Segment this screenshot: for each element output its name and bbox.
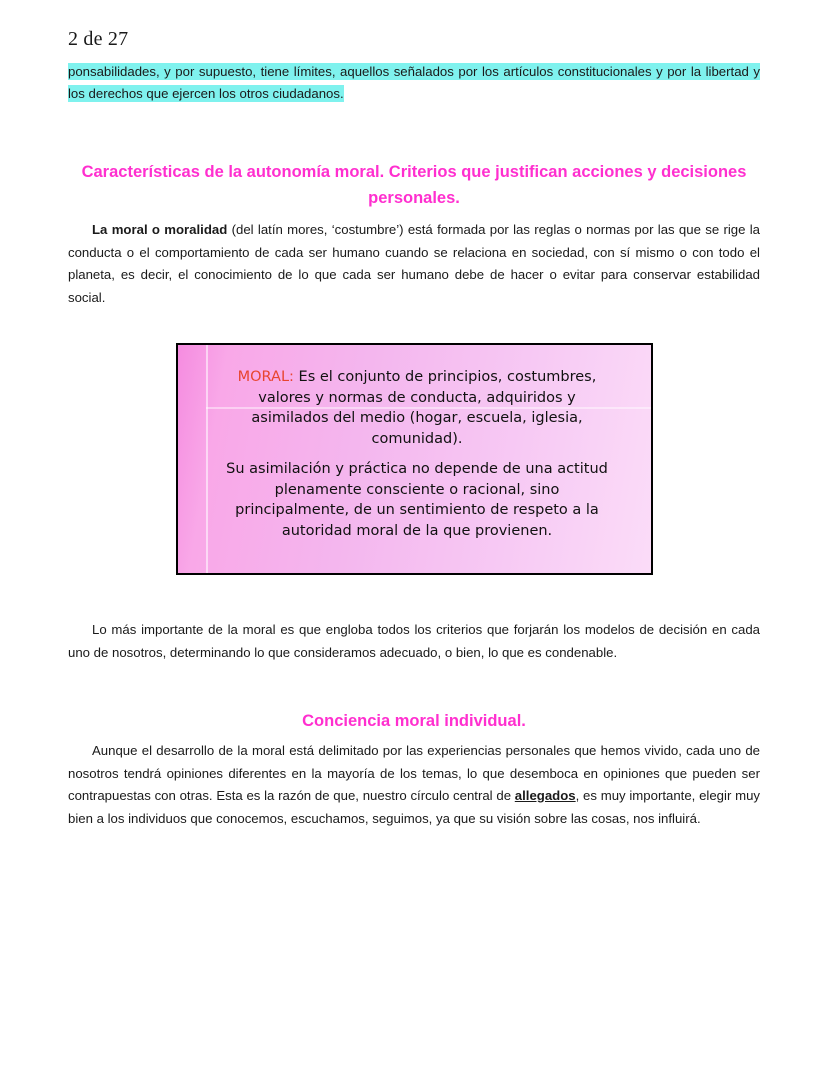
figure-text (178, 345, 651, 541)
paragraph-part-1: Aunque el desarrollo de la moral está delimitado por las experiencias personales que hemos vivido, cada uno de nosotros tendrá opiniones diferentes en la mayoría de los temas, lo que desemboca en opiniones que pueden ser contrapuestas con otras. Esta es la razón de que, nuestro círculo central de (68, 743, 760, 803)
paragraph-conciencia-moral (68, 740, 760, 830)
paragraph-part-2: , es muy importante, elegir muy bien a los individuos que conocemos, escuchamos, seguimos, ya que su visión sobre las cosas, nos influirá. (68, 788, 760, 826)
paragraph-moral-importance: Lo más importante de la moral es que engloba todos los criterios que forjarán los modelos de decisión en cada uno de nosotros, determinando lo que consideramos adecuado, o bien, lo que es condenable. (68, 622, 760, 660)
paragraph-lead-term: La moral o moralidad (92, 222, 228, 237)
figure-moral-definition (68, 343, 760, 575)
figure-text-block-1: Es el conjunto de principios, costumbres, valores y normas de conducta, adquiridos y asimilados del medio (hogar, escuela, iglesia, comunidad). (251, 369, 597, 447)
section-heading-conciencia-moral: Conciencia moral individual. (302, 712, 526, 730)
figure-text-block-2: Su asimilación y práctica no depende de una actitud plenamente consciente o racional, sino principalmente, de un sentimiento de respeto a la autoridad moral de la que provienen. (226, 461, 608, 539)
highlight-span: ponsabilidades, y por supuesto, tiene límites, aquellos señalados por los artículos constitucionales y por la libertad y los derechos que ejercen los otros ciudadanos. (68, 64, 760, 101)
figure-block-1 (218, 367, 617, 449)
highlighted-paragraph (68, 61, 760, 105)
figure-spacer (68, 575, 760, 619)
paragraph-body: (del latín mores, ‘costumbre’) está formada por las reglas o normas por las que se rige la conducta o el comportamiento de cada ser humano cuando se relaciona en sociedad, con sí mismo o con todo el planeta, es decir, el conocimiento de lo que cada ser humano debe de hacer o evitar para conservar estabilidad social. (68, 222, 761, 305)
figure-label-moral: MORAL: (237, 369, 294, 385)
page-number: 2 de 27 (68, 28, 129, 50)
section-heading-autonomia-moral: Características de la autonomía moral. Criterios que justifican acciones y decisiones personales. (81, 163, 747, 207)
figure-box (176, 343, 653, 575)
paragraph-moral-definition (68, 219, 760, 309)
paragraph-emphasis-allegados: allegados (514, 788, 576, 803)
